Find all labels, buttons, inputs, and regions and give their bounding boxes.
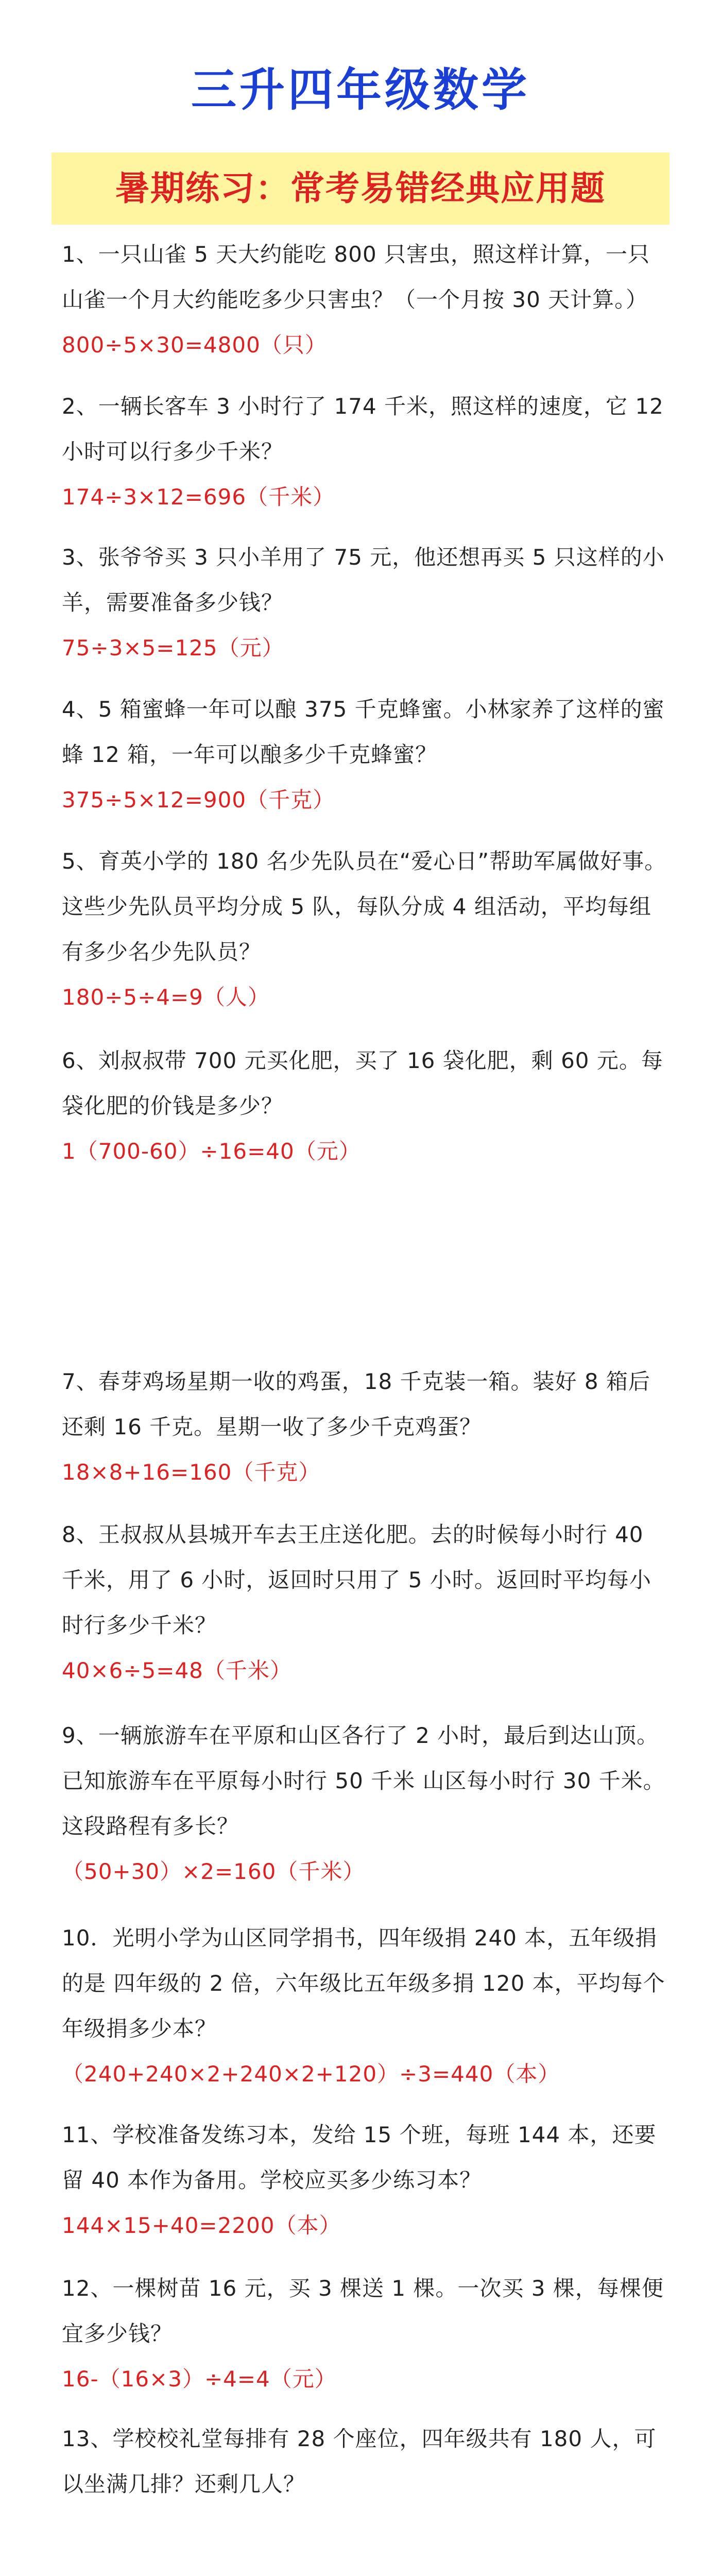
problem-question: 10．光明小学为山区同学捐书，四年级捐 240 本，五年级捐的是 四年级的 2 倍，六年级比五年级多捐 120 本，平均每个年级捐多少本？ [62, 1925, 665, 2041]
problem-13 [62, 2416, 670, 2576]
problem-answer [62, 625, 670, 671]
answer-formula: 18×8+16=160（千克） [62, 1460, 321, 1485]
problem-question: 3、张爷爷买 3 只小羊用了 75 元，他还想再买 5 只这样的小羊，需要准备多少钱？ [62, 545, 665, 615]
problem-answer [62, 474, 670, 520]
problem-question: 11、学校准备发练习本，发给 15 个班，每班 144 本，还要留 40 本作为备用。学校应买多少练习本？ [62, 2122, 657, 2193]
answer-formula: 16-（16×3）÷4=4（元） [62, 2366, 337, 2392]
page-title: 三升四年级数学 [191, 63, 530, 116]
problem-10 [62, 1916, 670, 2097]
problem-answer [62, 2357, 670, 2402]
problem-answer [62, 1450, 670, 1495]
answer-formula: 800÷5×30=4800（只） [62, 332, 327, 358]
problem-question: 8、王叔叔从县城开车去王庄送化肥。去的时候每小时行 40 千米，用了 6 小时，返回时只用了 5 小时。返回时平均每小时行多少千米？ [62, 1522, 651, 1638]
answer-formula: （50+30）×2=160（千米） [62, 1859, 365, 1884]
problem-answer [62, 323, 670, 368]
problem-question: 7、春芽鸡场星期一收的鸡蛋，18 千克装一箱。装好 8 箱后还剩 16 千克。星期一收了多少千克鸡蛋？ [62, 1369, 650, 1439]
problem-answer [62, 2569, 670, 2576]
problem-question: 5、育英小学的 180 名少先队员在“爱心日”帮助军属做好事。这些少先队员平均分成 5 队，每队分成 4 组活动，平均每组有多少名少先队员？ [62, 849, 667, 964]
problem-answer [62, 1129, 670, 1174]
problem-question: 4、5 箱蜜蜂一年可以酿 375 千克蜂蜜。小林家养了这样的蜜蜂 12 箱，一年可以酿多少千克蜂蜜？ [62, 697, 665, 767]
answer-formula: 174÷3×12=696（千米） [62, 484, 335, 510]
problem-11 [62, 2112, 670, 2248]
problem-question: 2、一辆长客车 3 小时行了 174 千米，照这样的速度，它 12 小时可以行多少千米？ [62, 394, 664, 464]
answer-formula: 75÷3×5=125（元） [62, 635, 284, 660]
problem-4 [62, 687, 670, 823]
problem-9 [62, 1713, 670, 1894]
problem-answer [62, 2052, 670, 2097]
problem-7 [62, 1359, 670, 1495]
problem-question: 1、一只山雀 5 天大约能吃 800 只害虫，照这样计算，一只山雀一个月大约能吃多少只害虫？（一个月按 30 天计算。） [62, 242, 650, 312]
answer-formula: 40×6÷5=48（千米） [62, 1658, 292, 1683]
problem-answer [62, 1849, 670, 1894]
problem-question: 12、一棵树苗 16 元，买 3 棵送 1 棵。一次买 3 棵，每棵便宜多少钱？ [62, 2276, 664, 2346]
page-subtitle: 暑期练习：常考易错经典应用题 [115, 168, 606, 208]
problem-5 [62, 839, 670, 1020]
answer-formula: 180÷5÷4=9（人） [62, 985, 270, 1010]
problem-question: 6、刘叔叔带 700 元买化肥，买了 16 袋化肥，剩 60 元。每袋化肥的价钱是多少？ [62, 1048, 663, 1118]
problem-6 [62, 1038, 670, 1174]
problem-answer [62, 1648, 670, 1693]
problem-3 [62, 535, 670, 671]
problem-question: 9、一辆旅游车在平原和山区各行了 2 小时，最后到达山顶。已知旅游车在平原每小时行 50 千米 山区每小时行 30 千米。这段路程有多长？ [62, 1723, 665, 1839]
problem-1 [62, 232, 670, 368]
problem-answer [62, 777, 670, 823]
problem-question: 13、学校校礼堂每排有 28 个座位，四年级共有 180 人，可以坐满几排？还剩几人？ [62, 2426, 657, 2497]
problem-2 [62, 384, 670, 520]
problem-answer [62, 975, 670, 1020]
problem-8 [62, 1512, 670, 1693]
answer-formula: 375÷5×12=900（千克） [62, 787, 335, 812]
answer-formula: （240+240×2+240×2+120）÷3=440（本） [62, 2061, 560, 2087]
problem-answer [62, 2203, 670, 2248]
answer-formula: 144×15+40=2200（本） [62, 2213, 341, 2238]
problem-12 [62, 2266, 670, 2402]
answer-formula: 1（700-60）÷16=40（元） [62, 1139, 361, 1164]
